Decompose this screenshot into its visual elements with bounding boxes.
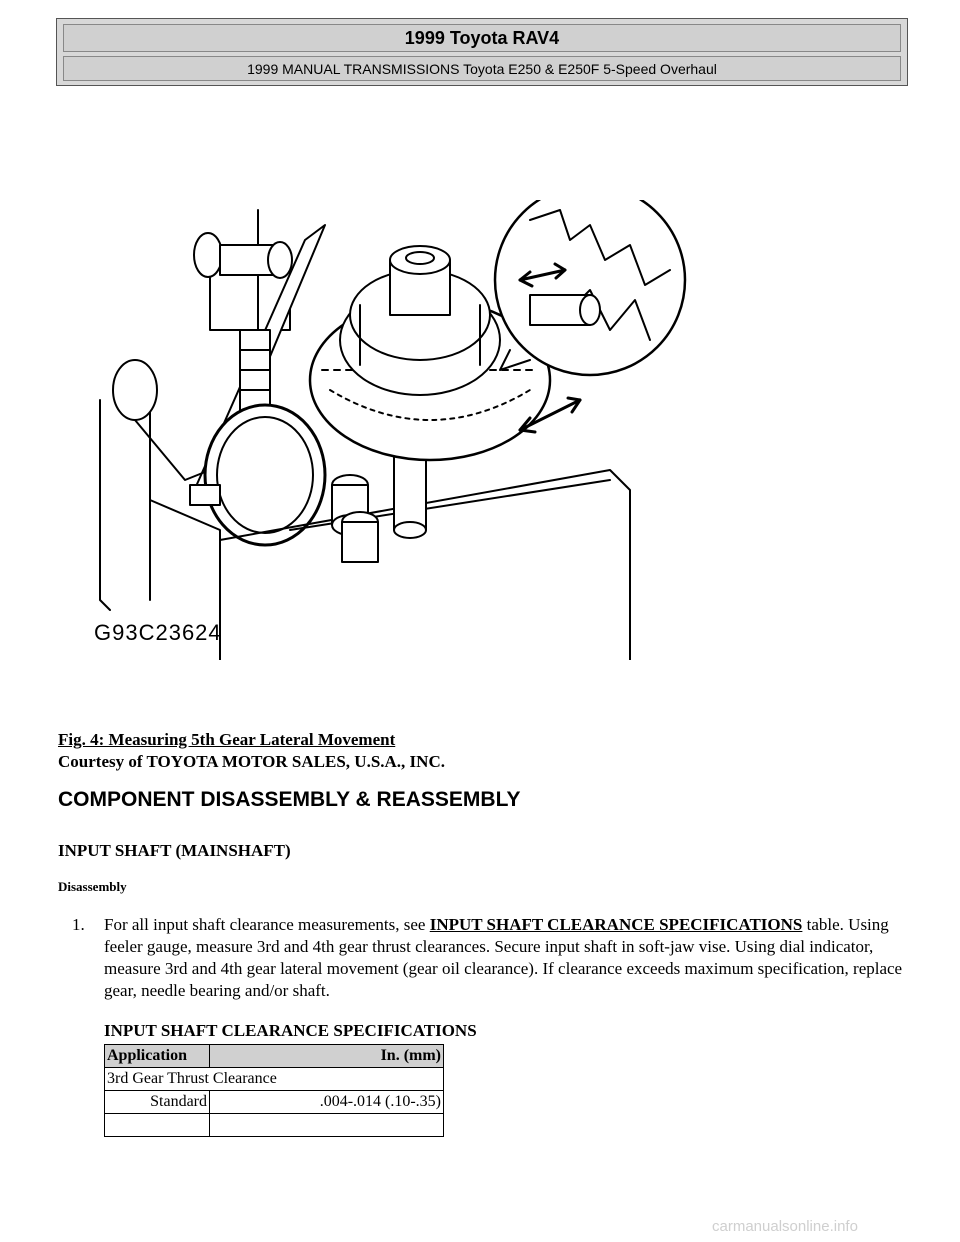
header-subtitle: 1999 MANUAL TRANSMISSIONS Toyota E250 & E250F 5-Speed Overhaul [63,56,901,81]
table-group-row [105,1068,444,1091]
row-value [210,1114,444,1137]
table-row [105,1091,444,1114]
group-label: 3rd Gear Thrust Clearance [105,1068,444,1091]
figure-title[interactable]: Fig. 4: Measuring 5th Gear Lateral Movement [58,730,396,749]
procedure-step [72,914,912,1002]
step-number: 1. [72,915,85,934]
site-watermark: carmanualsonline.info [712,1218,858,1235]
table-row [105,1114,444,1137]
figure-code: G93C23624 [94,620,222,645]
subsection-heading: INPUT SHAFT (MAINSHAFT) [58,841,291,860]
step-text [104,914,912,1002]
table-title: INPUT SHAFT CLEARANCE SPECIFICATIONS [104,1021,477,1040]
figure-courtesy: Courtesy of TOYOTA MOTOR SALES, U.S.A., INC. [58,752,445,771]
row-application [105,1114,210,1137]
figure-caption [58,729,445,773]
row-value: .004-.014 (.10-.35) [210,1091,444,1114]
section-heading: COMPONENT DISASSEMBLY & REASSEMBLY [58,788,521,811]
spec-table-link[interactable]: INPUT SHAFT CLEARANCE SPECIFICATIONS [429,915,803,934]
step-text-before: For all input shaft clearance measurements, see [104,915,430,934]
column-header-unit: In. (mm) [210,1045,444,1068]
table-header-row [105,1045,444,1068]
gear-measurement-illustration [90,200,690,660]
page-header [56,18,908,86]
clearance-spec-table [104,1044,444,1137]
step-text-after: table. Using feeler gauge, measure 3rd and 4th gear thrust clearances. Secure input shaft in soft-jaw vise. Using dial indicator, measure 3rd and 4th gear lateral movement (gear oil clearance). If clearance exceeds maximum specification, replace gear, needle bearing and/or shaft. [104,915,903,1000]
header-title: 1999 Toyota RAV4 [63,24,901,52]
row-application: Standard [105,1091,210,1114]
column-header-application: Application [105,1045,210,1068]
subsubsection-heading: Disassembly [58,879,127,894]
